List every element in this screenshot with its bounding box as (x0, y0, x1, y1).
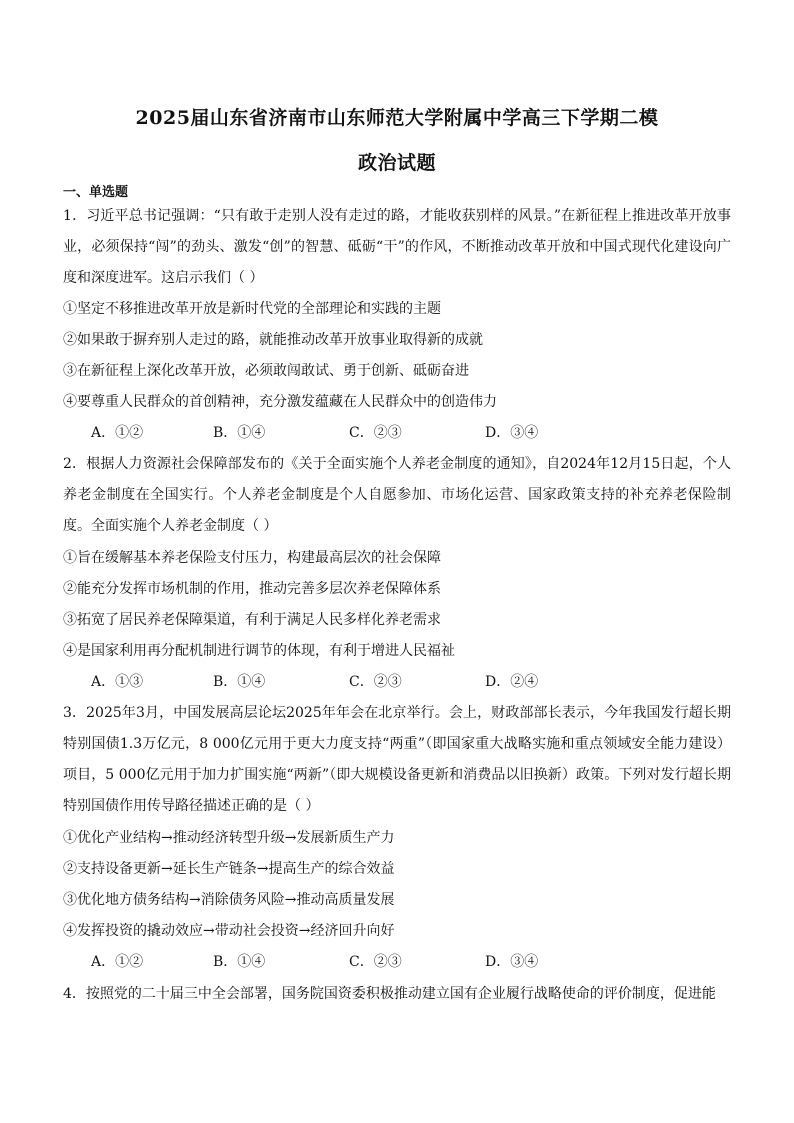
question-3-option-3: ③优化地方债务结构→消除债务风险→推动高质量发展 (63, 892, 395, 908)
question-2-choice-a: A．①③ (91, 674, 144, 690)
question-3-choice-b: B．①④ (213, 954, 266, 970)
question-1-option-1: ①坚定不移推进改革开放是新时代党的全部理论和实践的主题 (63, 301, 441, 317)
question-2-choice-c: C．②③ (349, 674, 402, 690)
document-subtitle: 政治试题 (357, 152, 436, 174)
question-1-option-4: ④要尊重人民群众的首创精神，充分激发蕴藏在人民群众中的创造伟力 (63, 394, 497, 410)
question-3-choice-c: C．②③ (349, 954, 402, 970)
question-1-option-3: ③在新征程上深化改革开放，必须敢闯敢试、勇于创新、砥砺奋进 (63, 363, 469, 379)
question-2-choice-b: B．①④ (213, 674, 266, 690)
document-title: 2025届山东省济南市山东师范大学附属中学高三下学期二模 (135, 107, 659, 129)
question-2-option-3: ③拓宽了居民养老保障渠道，有利于满足人民多样化养老需求 (63, 612, 441, 628)
question-3-choices (63, 947, 731, 978)
question-2-choice-d: D．②④ (485, 674, 539, 690)
question-1-choices (63, 418, 731, 449)
question-1-stem: 1．习近平总书记强调：“只有敢于走别人没有走过的路，才能收获别样的风景。”在新征程上推进改革开放事业，必须保持“闯”的劲头、激发“创”的智慧、砥砺“干”的作风，不断推动改革开放和中国式现代化建设向广度和深度进军。这启示我们（ ） (63, 208, 731, 286)
section-heading: 一、单选题 (63, 185, 129, 200)
question-2-option-1: ①旨在缓解基本养老保险支付压力，构建最高层次的社会保障 (63, 550, 441, 566)
question-2-option-2: ②能充分发挥市场机制的作用，推动完善多层次养老保障体系 (63, 581, 441, 597)
question-1-choice-a: A．①② (91, 425, 144, 441)
question-3-option-1: ①优化产业结构→推动经济转型升级→发展新质生产力 (63, 830, 395, 846)
question-2-stem: 2．根据人力资源社会保障部发布的《关于全面实施个人养老金制度的通知》，自2024年12月15日起，个人养老金制度在全国实行。个人养老金制度是个人自愿参加、市场化运营、国家政策支持的补充养老保险制度。全面实施个人养老金制度（ ） (63, 456, 731, 534)
question-1-choice-d: D．③④ (485, 425, 539, 441)
question-1-choice-c: C．②③ (349, 425, 402, 441)
question-1-choice-b: B．①④ (213, 425, 266, 441)
question-3-option-2: ②支持设备更新→延长生产链条→提高生产的综合效益 (63, 861, 395, 877)
question-3-choice-d: D．③④ (485, 954, 539, 970)
question-4-stem: 4．按照党的二十届三中全会部署，国务院国资委积极推动建立国有企业履行战略使命的评价制度，促进能 (63, 986, 716, 1002)
question-2-choices (63, 667, 731, 698)
question-3-choice-a: A．①② (91, 954, 144, 970)
question-1-option-2: ②如果敢于摒弃别人走过的路，就能推动改革开放事业取得新的成就 (63, 332, 483, 348)
question-3-stem: 3．2025年3月，中国发展高层论坛2025年年会在北京举行。会上，财政部部长表示，今年我国发行超长期特别国债1.3万亿元，8 000亿元用于更大力度支持“两重”（即国家重大战略实施和重点领域安全能力建设）项目，5 000亿元用于加力扩围实施“两新”（即大规模设备更新和消费品以旧换新）政策。下列对发行超长期特别国债作用传导路径描述正确的是（ ） (63, 705, 731, 814)
question-3-option-4: ④发挥投资的撬动效应→带动社会投资→经济回升向好 (63, 923, 395, 939)
question-2-option-4: ④是国家利用再分配机制进行调节的体现，有利于增进人民福祉 (63, 643, 455, 659)
